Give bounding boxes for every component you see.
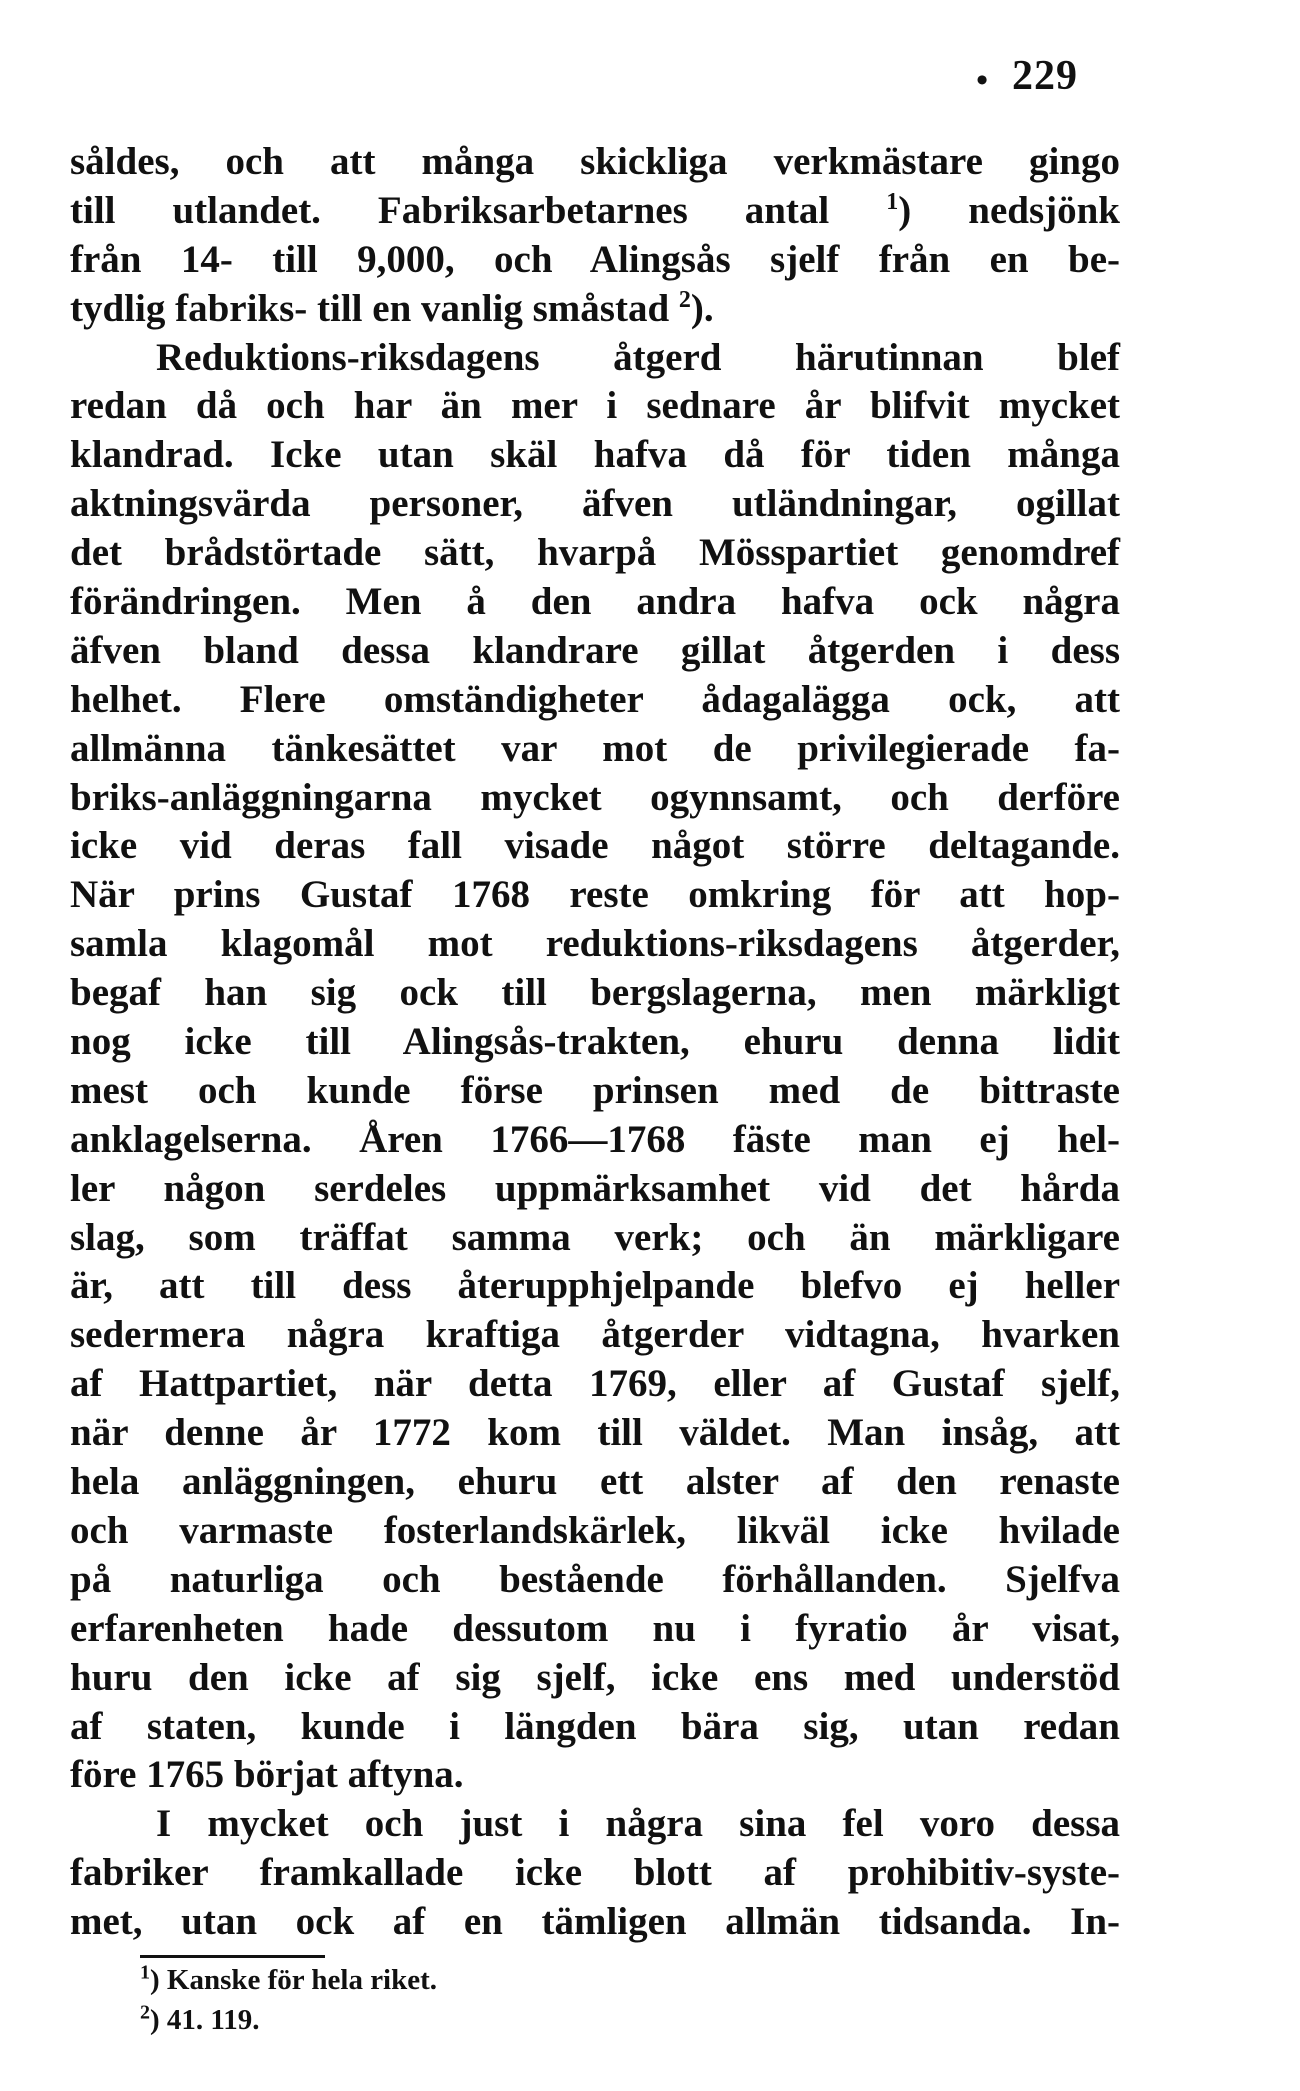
text-line: klandrad. Icke utan skäl hafva då för tiden många <box>70 433 1120 477</box>
footnote-divider <box>140 1955 325 1958</box>
text-line: helhet. Flere omständigheter ådagalägga ock, att <box>70 677 1120 721</box>
text-line: anklagelserna. Åren 1766—1768 fäste man ej hel- <box>70 1117 1120 1161</box>
text-line: tydlig fabriks- till en vanlig småstad $^2$). <box>70 286 714 330</box>
text-line: När prins Gustaf 1768 reste omkring för att hop- <box>70 873 1120 917</box>
text-line: met, utan ock af en tämligen allmän tidsanda. In- <box>70 1900 1120 1944</box>
text-line: nog icke till Alingsås-trakten, ehuru denna lidit <box>70 1020 1120 1064</box>
footnotes <box>140 1960 1040 2040</box>
text-line: icke vid deras fall visade något större deltagande. <box>70 824 1120 868</box>
page-number: 229 <box>1012 53 1078 99</box>
text-line: från 14- till 9,000, och Alingsås sjelf från en be- <box>70 237 1120 281</box>
text-line: såldes, och att många skickliga verkmästare gingo <box>70 140 1120 183</box>
text-line: samla klagomål mot reduktions-riksdagens åtgerder, <box>70 922 1120 966</box>
footnote-1: $^1$) Kanske för hela riket. <box>140 1961 438 1996</box>
text-line: sedermera några kraftiga åtgerder vidtagna, hvarken <box>70 1313 1120 1357</box>
text-line: allmänna tänkesättet var mot de privilegierade fa- <box>70 726 1120 770</box>
text-line: I mycket och just i några sina fel voro dessa <box>156 1802 1120 1846</box>
body-text <box>70 138 1120 1947</box>
footnote-2: $^2$) 41. 119. <box>140 2001 260 2036</box>
text-line: och varmaste fosterlandskärlek, likväl icke hvilade <box>70 1508 1120 1552</box>
footnote-ref-1: 1 <box>886 188 899 215</box>
text-line: ler någon serdeles uppmärksamhet vid det hårda <box>70 1166 1120 1210</box>
text-line: briks-anläggningarna mycket ogynnsamt, och derföre <box>70 775 1120 819</box>
text-line: slag, som träffat samma verk; och än märkligare <box>70 1215 1120 1259</box>
text-line: hela anläggningen, ehuru ett alster af den renaste <box>70 1460 1120 1504</box>
page-marker-dot: • <box>976 62 988 99</box>
text-line: på naturliga och bestående förhållanden. Sjelfva <box>70 1557 1120 1601</box>
text-line: begaf han sig ock till bergslagerna, men märkligt <box>70 971 1120 1015</box>
text-line: af Hattpartiet, när detta 1769, eller af Gustaf sjelf, <box>70 1362 1120 1406</box>
text-line: erfarenheten hade dessutom nu i fyratio år visat, <box>70 1606 1120 1650</box>
text-line: äfven bland dessa klandrare gillat åtgerden i dess <box>70 628 1120 672</box>
footnote-ref-2: 2 <box>678 286 691 313</box>
text-line: är, att till dess återupphjelpande blefvo ej heller <box>70 1264 1120 1308</box>
text-line: förändringen. Men å den andra hafva ock några <box>70 580 1120 624</box>
text-line: redan då och har än mer i sednare år blifvit mycket <box>70 384 1120 428</box>
text-line: huru den icke af sig sjelf, icke ens med understöd <box>70 1655 1120 1699</box>
text-line: mest och kunde förse prinsen med de bittraste <box>70 1068 1120 1112</box>
text-line: Reduktions-riksdagens åtgerd härutinnan blef <box>156 335 1120 379</box>
text-line: när denne år 1772 kom till väldet. Man insåg, att <box>70 1411 1120 1455</box>
text-line: af staten, kunde i längden bära sig, utan redan <box>70 1704 1120 1748</box>
text-line: före 1765 börjat aftyna. <box>70 1753 464 1797</box>
text-line: till utlandet. Fabriksarbetarnes antal $^1$) nedsjönk <box>70 188 1120 232</box>
text-line: fabriker framkallade icke blott af prohibitiv-syste- <box>70 1851 1120 1895</box>
text-line: aktningsvärda personer, äfven utländningar, ogillat <box>70 482 1120 526</box>
text-line: det brådstörtade sätt, hvarpå Mösspartiet genomdref <box>70 531 1120 575</box>
